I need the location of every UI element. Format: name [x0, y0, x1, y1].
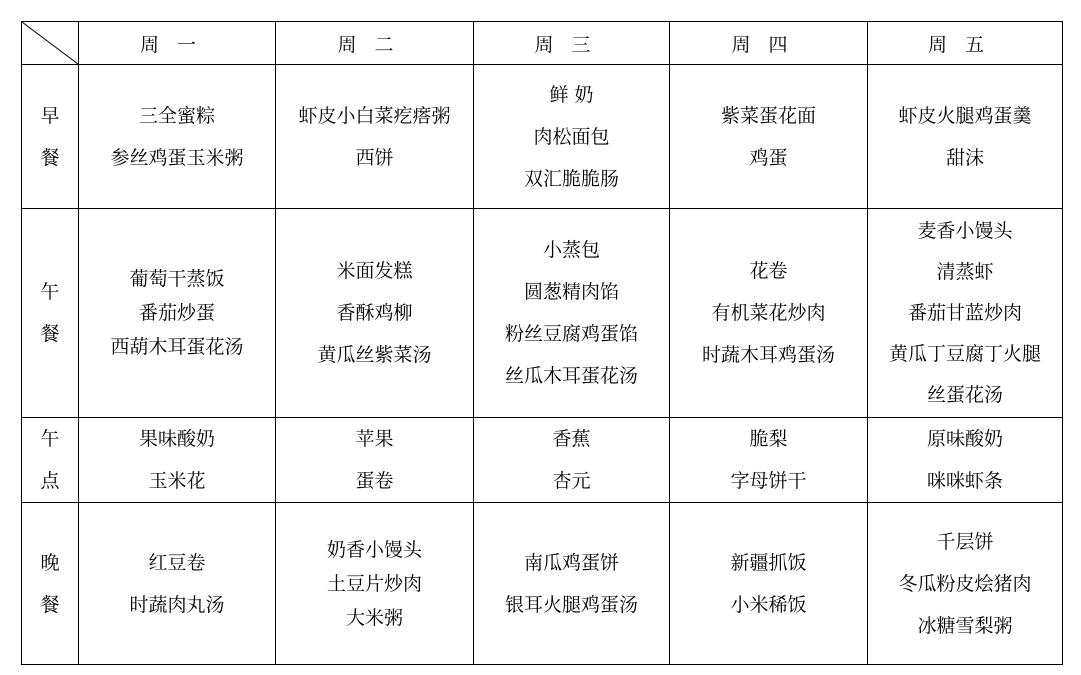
dish: 西饼: [355, 146, 394, 169]
dish: 苹果: [355, 428, 394, 450]
dish: 咪咪虾条: [926, 470, 1003, 492]
dish: 粉丝豆腐鸡蛋馅: [504, 323, 638, 345]
day-header-thu: 周四: [670, 22, 868, 65]
menu-cell: [868, 503, 1063, 665]
dish: 葡萄干蒸饭: [129, 268, 225, 290]
day-header-mon: 周一: [79, 22, 276, 65]
dish: 肉松面包: [533, 125, 610, 148]
dish: 果味酸奶: [138, 428, 215, 450]
dish: 蛋卷: [355, 470, 394, 492]
dish: 南瓜鸡蛋饼: [523, 551, 619, 574]
menu-cell: [474, 418, 670, 503]
dish: 米面发糕: [336, 260, 413, 282]
dish: 玉米花: [148, 470, 206, 492]
dish: 有机菜花炒肉: [711, 302, 826, 324]
dish: 土豆片炒肉: [326, 572, 422, 595]
dish: 番茄甘蓝炒肉: [907, 301, 1022, 324]
menu-cell: [474, 209, 670, 418]
day-header-wed: 周三: [474, 22, 670, 65]
dish: 鲜 奶: [549, 83, 594, 106]
dish: 小蒸包: [542, 239, 600, 261]
menu-cell: [79, 418, 276, 503]
dish: 冰糖雪梨粥: [917, 614, 1013, 637]
dish: 虾皮火腿鸡蛋羹: [898, 104, 1032, 127]
menu-cell: [868, 209, 1063, 418]
dish: 时蔬肉丸汤: [129, 593, 225, 616]
menu-cell: [868, 65, 1063, 209]
diagonal-line: [22, 22, 78, 64]
dish: 甜沫: [945, 146, 984, 169]
dish: 千层饼: [936, 530, 994, 553]
dish: 脆梨: [749, 428, 788, 450]
meal-row-dinner: [22, 503, 1063, 665]
menu-cell: [670, 418, 868, 503]
meal-row-lunch: [22, 209, 1063, 418]
dish: 鸡蛋: [749, 146, 788, 169]
dish: 大米粥: [345, 606, 403, 629]
corner-cell: [22, 22, 79, 65]
dish: 时蔬木耳鸡蛋汤: [701, 344, 835, 366]
dish: 丝蛋花汤: [926, 383, 1003, 406]
dish: 丝瓜木耳蛋花汤: [504, 365, 638, 387]
dish: 冬瓜粉皮烩猪肉: [898, 572, 1032, 595]
meal-label-snack: 午 点: [22, 418, 79, 503]
dish: 原味酸奶: [926, 428, 1003, 450]
dish: 圆葱精肉馅: [523, 281, 619, 303]
dish: 麦香小馒头: [917, 219, 1013, 242]
menu-cell: [276, 209, 474, 418]
dish: 红豆卷: [148, 551, 206, 574]
dish: 参丝鸡蛋玉米粥: [110, 146, 244, 169]
menu-cell: [670, 503, 868, 665]
header-row: [22, 22, 1063, 65]
day-header-fri: 周五: [868, 22, 1063, 65]
menu-cell: [276, 65, 474, 209]
menu-cell: [79, 209, 276, 418]
menu-cell: [474, 65, 670, 209]
dish: 奶香小馒头: [326, 538, 422, 561]
dish: 黄瓜丝紫菜汤: [317, 344, 432, 366]
meal-row-breakfast: [22, 65, 1063, 209]
dish: 双汇脆脆肠: [523, 167, 619, 190]
dish: 三全蜜粽: [138, 104, 215, 127]
weekly-menu-table: [21, 21, 1063, 665]
dish: 字母饼干: [730, 470, 807, 492]
dish: 香蕉: [552, 428, 591, 450]
menu-cell: [670, 65, 868, 209]
meal-label-dinner: 晚 餐: [22, 503, 79, 665]
meal-row-snack: [22, 418, 1063, 503]
menu-cell: [276, 503, 474, 665]
dish: 黄瓜丁豆腐丁火腿: [888, 342, 1041, 365]
dish: 小米稀饭: [730, 593, 807, 616]
dish: 虾皮小白菜疙瘩粥: [298, 104, 451, 127]
dish: 紫菜蛋花面: [720, 104, 816, 127]
menu-cell: [276, 418, 474, 503]
menu-cell: [868, 418, 1063, 503]
menu-cell: [79, 65, 276, 209]
menu-cell: [474, 503, 670, 665]
day-header-tue: 周二: [276, 22, 474, 65]
dish: 香酥鸡柳: [336, 302, 413, 324]
meal-label-lunch: 午 餐: [22, 209, 79, 418]
dish: 番茄炒蛋: [138, 302, 215, 324]
dish: 杏元: [552, 470, 591, 492]
dish: 清蒸虾: [936, 260, 994, 283]
dish: 西葫木耳蛋花汤: [110, 336, 244, 358]
meal-label-breakfast: 早 餐: [22, 65, 79, 209]
menu-cell: [670, 209, 868, 418]
dish: 银耳火腿鸡蛋汤: [504, 593, 638, 616]
dish: 新疆抓饭: [730, 551, 807, 574]
dish: 花卷: [749, 260, 788, 282]
menu-cell: [79, 503, 276, 665]
